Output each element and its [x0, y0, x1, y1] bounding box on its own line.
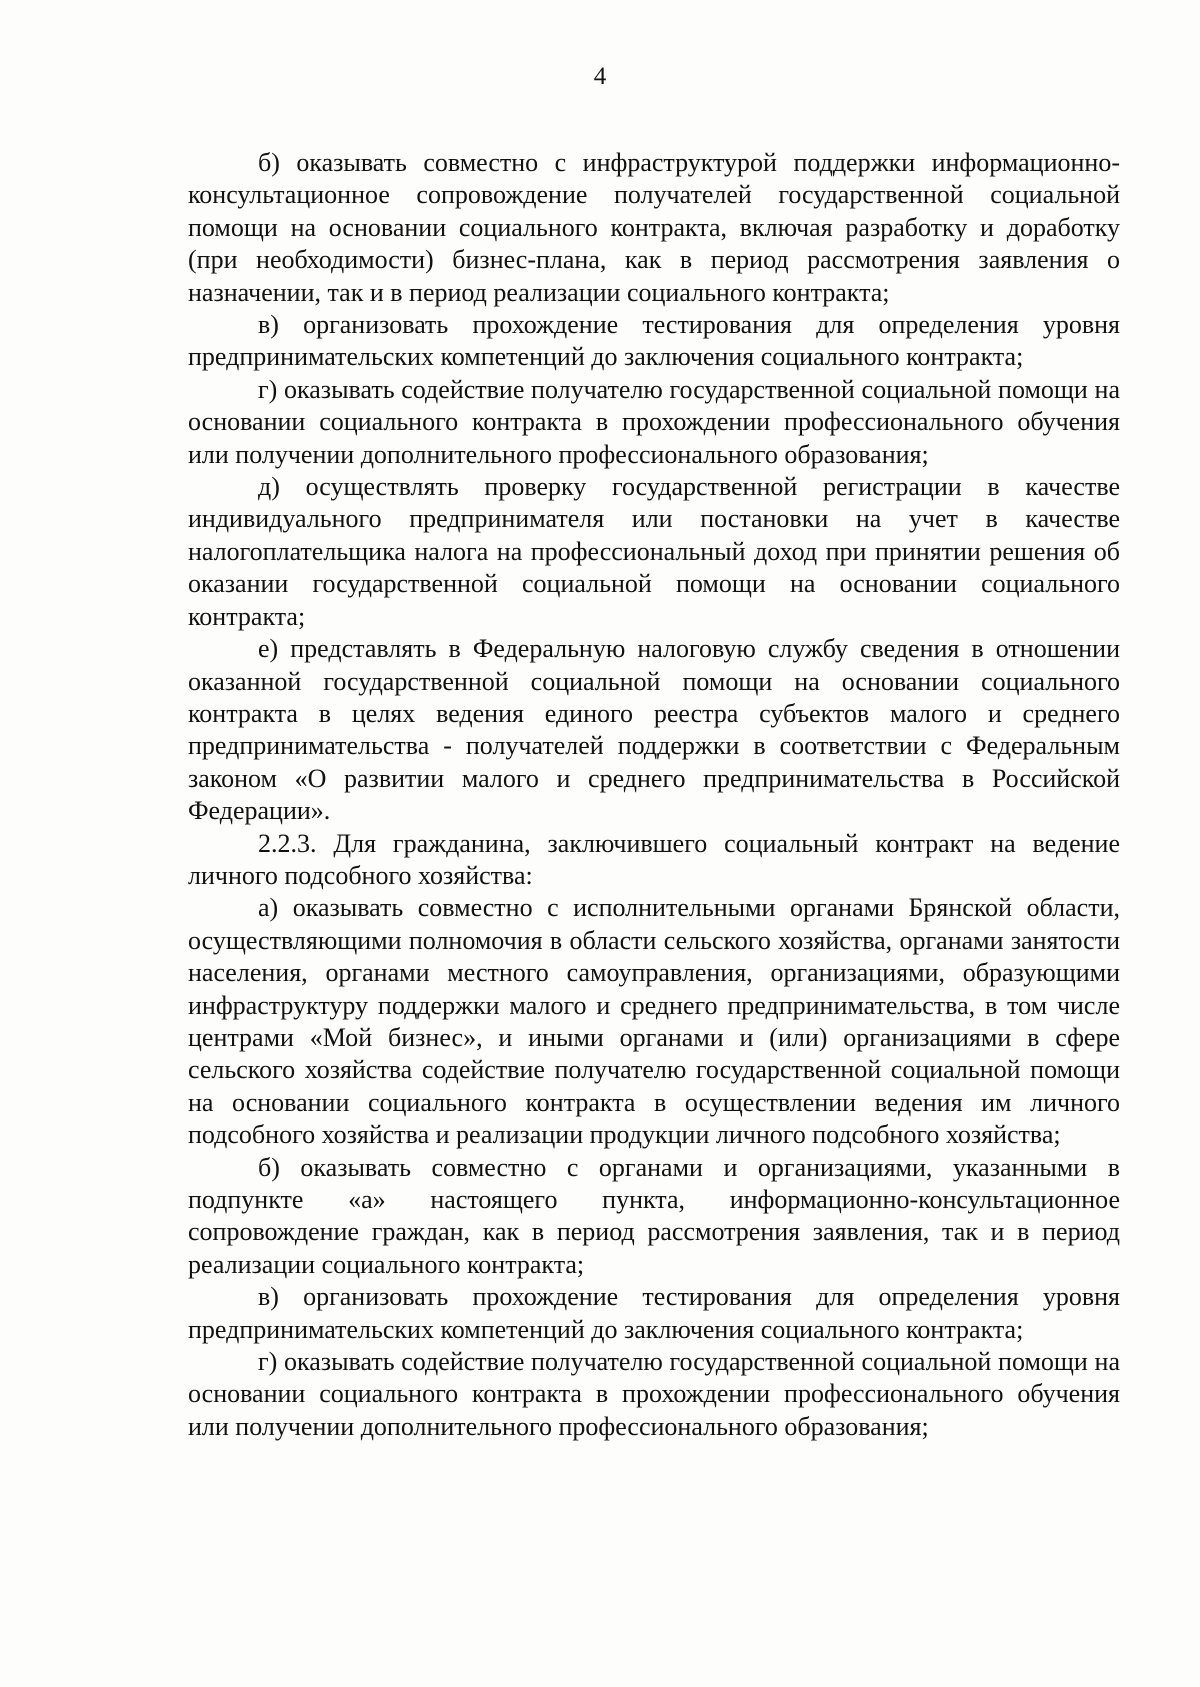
paragraph-2-2-3-heading: 2.2.3. Для гражданина, заключившего социальный контракт на ведение личного подсобного хозяйства:	[188, 828, 1120, 890]
paragraph-2-2-3-a: а) оказывать совместно с исполнительными органами Брянской области, осуществляющими полномочия в области сельского хозяйства, органами занятости населения, органами местного самоуправления, организациями, образующими инфраструктуру поддержки малого и среднего предпринимательства, в том числе центрами «Мой бизнес», и иными органами и (или) организациями в сфере сельского хозяйства содействие получателю государственной социальной помощи на основании социального контракта в осуществлении ведения им личного подсобного хозяйства и реализации продукции личного подсобного хозяйства;	[188, 893, 1120, 1150]
paragraph-2-2-2-v: в) организовать прохождение тестирования для определения уровня предпринимательских компетенций до заключения социального контракта;	[188, 310, 1120, 372]
paragraph-2-2-3-b: б) оказывать совместно с органами и организациями, указанными в подпункте «а» настоящего пункта, информационно-консультационное сопровождение граждан, как в период рассмотрения заявления, так и в период реализации социального контракта;	[188, 1152, 1120, 1279]
paragraph-2-2-2-b: б) оказывать совместно с инфраструктурой поддержки информационно-консультационное сопровождение получателей государственной социальной помощи на основании социального контракта, включая разработку и доработку (при необходимости) бизнес-плана, как в период рассмотрения заявления о назначении, так и в период реализации социального контракта;	[188, 148, 1120, 307]
paragraph-2-2-2-d: д) осуществлять проверку государственной регистрации в качестве индивидуального предпринимателя или постановки на учет в качестве налогоплательщика налога на профессиональный доход при принятии решения об оказании государственной социальной помощи на основании социального контракта;	[188, 472, 1120, 631]
paragraph-2-2-3-v: в) организовать прохождение тестирования для определения уровня предпринимательских компетенций до заключения социального контракта;	[188, 1282, 1120, 1344]
page-number: 4	[593, 63, 607, 90]
paragraph-2-2-2-e: е) представлять в Федеральную налоговую службу сведения в отношении оказанной государственной социальной помощи на основании социального контракта в целях ведения единого реестра субъектов малого и среднего предпринимательства - получателей поддержки в соответствии с Федеральным законом «О развитии малого и среднего предпринимательства в Российской Федерации».	[188, 634, 1120, 826]
paragraph-2-2-2-g: г) оказывать содействие получателю государственной социальной помощи на основании социального контракта в прохождении профессионального обучения или получении дополнительного профессионального образования;	[188, 374, 1120, 469]
paragraph-2-2-3-g: г) оказывать содействие получателю государственной социальной помощи на основании социального контракта в прохождении профессионального обучения или получении дополнительного профессионального образования;	[188, 1347, 1120, 1441]
document-body	[188, 147, 1120, 1443]
